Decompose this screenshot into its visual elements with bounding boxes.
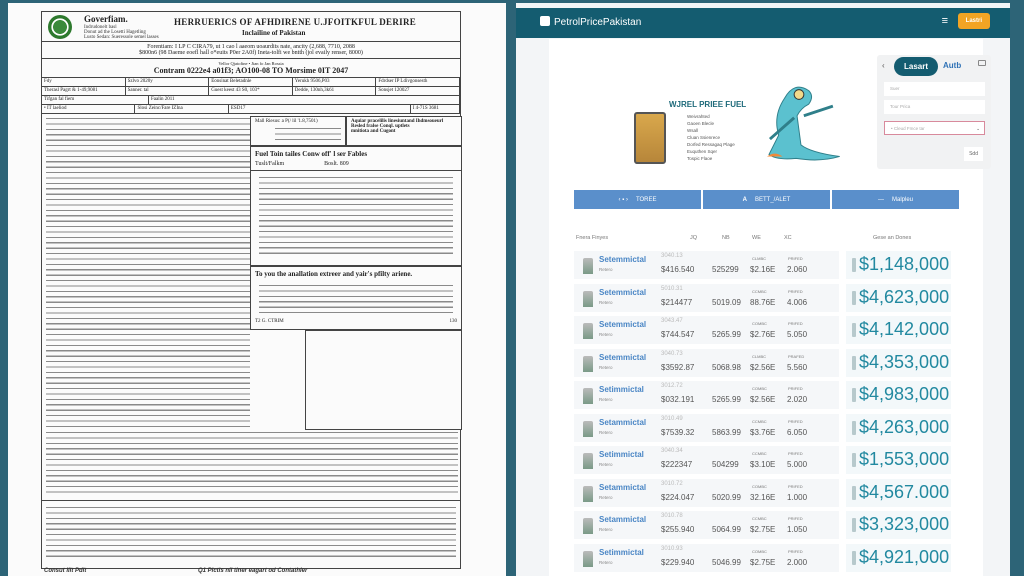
jq-value: $3592.87 (661, 362, 695, 372)
fuel-gauge-icon (852, 258, 856, 272)
document-header (42, 12, 460, 42)
station-name[interactable]: Setemmictal (599, 352, 647, 362)
station-sub: Retero (599, 397, 613, 402)
xc-value: 4.006 (787, 297, 808, 307)
box-b-text: Resled fralse Conql. uptlets (351, 124, 410, 129)
xc-label: PRIFED (788, 418, 803, 424)
government-seal-icon (48, 15, 72, 39)
hero-title: WJREL PRIEE FUEL (669, 100, 747, 109)
jq-value: $229.940 (661, 557, 695, 567)
station-sub: Retero (599, 364, 613, 370)
station-name[interactable]: Setimmictal (599, 547, 644, 557)
station-code: 3043.47 (661, 318, 683, 324)
we-value: $3.76E (750, 427, 776, 437)
table-row[interactable] (569, 479, 957, 507)
fuel-gauge-icon (852, 421, 856, 435)
numbered-clauses (46, 116, 250, 428)
nb-value: 5068.98 (712, 362, 741, 372)
jq-value: $214477 (661, 297, 693, 307)
document-info (42, 42, 460, 59)
hero-list-item: Weivrahted (687, 114, 710, 119)
xc-label: PRIFED (788, 256, 803, 261)
hero-list-item: Tospic Flaoe (687, 156, 713, 161)
fuel-station-icon (583, 518, 593, 534)
font-icon: A (742, 196, 747, 203)
station-sub: Retero (599, 462, 613, 467)
tab-auth[interactable]: Autb (943, 61, 962, 70)
station-name[interactable]: Setimmictal (599, 450, 644, 459)
nb-value: 5064.99 (712, 525, 741, 534)
contract-form (41, 11, 461, 569)
hero-list-item: Wsall (687, 128, 698, 133)
back-chevron-icon[interactable]: ‹ (882, 61, 885, 70)
col-header[interactable]: Gese an Dones (873, 235, 912, 241)
total-cell (846, 511, 951, 539)
table-row[interactable] (569, 251, 957, 279)
cell: Faalin 2011 (149, 96, 460, 104)
jq-value: $224.047 (661, 492, 695, 502)
cell: Slosi Zeinc/Fare IZIna (135, 105, 228, 113)
submit-button[interactable]: Sdd (964, 147, 983, 161)
we-value: $2.16E (750, 265, 776, 274)
col-header[interactable]: NB (722, 235, 730, 241)
fuel-gauge-icon (852, 388, 856, 402)
total-amount: $4,567.000 (859, 481, 950, 502)
price-input[interactable]: Tour Prica (884, 100, 985, 114)
fuel-gauge-icon (852, 291, 856, 305)
table-row[interactable] (569, 316, 957, 344)
station-name[interactable]: Setimmictal (599, 385, 644, 394)
form-row (42, 87, 460, 96)
footer-center: Q1 Pictis nil tiner eagart od Contathier (198, 568, 308, 574)
box-a-lines (275, 126, 341, 140)
contract-title: Contram 0222e4 a01f3; AO100-08 TO Morsime 0IT 2047 (153, 66, 349, 75)
fuel-gauge-icon (852, 486, 856, 500)
we-value: 32.16E (750, 492, 776, 502)
fuel-station-icon (583, 421, 593, 437)
station-name[interactable]: Setemmictal (599, 287, 647, 297)
tab-malpleu[interactable] (832, 190, 959, 209)
table-row[interactable] (569, 284, 957, 312)
total-cell (846, 284, 951, 312)
we-label: COMBC (752, 386, 767, 391)
price-form (877, 55, 991, 169)
footer-lines (46, 505, 456, 561)
side-paragraph (305, 330, 462, 430)
xc-value: 5.560 (787, 362, 808, 372)
xc-label: PRIFED (788, 516, 803, 521)
total-amount: $4,142,000 (859, 319, 950, 339)
box-sub: Boslt. 809 (324, 161, 349, 167)
fuel-station-icon (583, 258, 593, 274)
tab-active[interactable]: Lasart (894, 57, 938, 76)
website-panel (516, 3, 1010, 576)
xc-value: 1.050 (787, 525, 808, 534)
station-code: 3010.49 (661, 415, 683, 422)
total-amount: $4,623,000 (859, 286, 950, 307)
box-a-text: Mall Riesus: a P(/ lil '1.8,7501) (255, 119, 318, 124)
we-label: CCMBC (752, 451, 767, 456)
bullet-list (259, 175, 453, 257)
station-code: 3010.93 (661, 545, 683, 552)
tab-label: BETT_/ALET (755, 196, 791, 203)
table-row[interactable] (569, 414, 957, 442)
jq-value: $744.547 (661, 330, 695, 339)
total-cell (846, 381, 951, 409)
fuel-station-icon (583, 551, 593, 567)
hero-list (687, 113, 735, 162)
total-cell (846, 251, 951, 279)
fuel-station-icon (583, 486, 593, 502)
org-sub-line: Lusto Sedan: Sueressole semel lasses (84, 35, 159, 40)
total-amount: $4,921,000 (859, 546, 950, 567)
we-value: $2.76E (750, 330, 776, 339)
cell: I 4-71S 3681 (411, 105, 460, 113)
tab-bett-alet[interactable] (703, 190, 832, 209)
xc-value: 5.050 (787, 330, 808, 339)
we-label: COMBC (752, 321, 767, 326)
jq-value: $255.940 (661, 525, 695, 534)
nb-value: 5020.99 (712, 492, 741, 502)
total-cell (846, 479, 951, 507)
total-amount: $1,553,000 (859, 449, 950, 469)
fuel-gauge-icon (852, 551, 856, 565)
org-name: Goverfiam. (84, 14, 128, 24)
total-amount: $4,353,000 (859, 351, 950, 372)
nav-button[interactable]: Lastri (958, 13, 990, 29)
hamburger-icon[interactable]: ≡ (941, 15, 948, 27)
notice-box (250, 266, 462, 330)
cell: Sonsjet 120027 (376, 87, 460, 95)
cell: Dedde, 130nh,3k61 (293, 87, 377, 95)
fuel-station-icon (583, 388, 593, 404)
hero-illustration (629, 79, 859, 171)
fuel-station-icon (583, 356, 593, 372)
xc-value: 1.000 (787, 492, 808, 502)
fuel-gauge-icon (852, 453, 856, 467)
station-sub: Retero (599, 299, 613, 305)
fuel-gauge-icon (852, 518, 856, 532)
info-line: Forentiam: I LP C CIRA79, ut 1 cao l aaeom uoaurdits nate, ancity (2,688, 7710, 2088 (147, 44, 355, 50)
table-row[interactable] (569, 511, 957, 539)
hero-list-item: Gaoen Blecle (687, 121, 715, 126)
station-sub: Retero (599, 429, 613, 435)
xc-value: 2.060 (787, 265, 808, 274)
body-paragraph (46, 430, 458, 496)
xc-value: 2.020 (787, 395, 808, 404)
jq-value: $416.540 (661, 265, 695, 274)
org-sub-line: Indrudonelt basl (84, 25, 117, 30)
we-label: COMBC (752, 548, 767, 554)
hero-list-item: Cluan Ssienrece (687, 135, 721, 140)
cell: Fdy (42, 78, 126, 86)
we-value: 88.76E (750, 297, 776, 307)
fuel-select[interactable] (884, 121, 985, 135)
xc-label: PRIFED (788, 451, 803, 456)
table-header (574, 235, 959, 245)
we-label: COMBC (752, 483, 767, 489)
folder-icon[interactable] (978, 60, 986, 66)
nb-value: 504299 (712, 460, 739, 469)
notice-lines (259, 283, 453, 317)
org-sub (84, 25, 159, 40)
col-header[interactable]: JQ (690, 235, 698, 241)
box-a (250, 116, 346, 146)
jq-value: $7539.32 (661, 427, 695, 437)
cell: Szlvo 2020y (126, 78, 210, 86)
nb-value: 525299 (712, 265, 739, 274)
cell: Tifgan fal fiem (42, 96, 149, 104)
nb-value: 5019.09 (712, 297, 741, 307)
station-name[interactable]: Setemmictal (599, 320, 647, 329)
cell: Fdrdser IP Ldivgonsesth (376, 78, 460, 86)
xc-label: PRIFED (788, 386, 803, 391)
we-value: $3.10E (750, 460, 776, 469)
tab-toree[interactable] (574, 190, 703, 209)
we-label: CCMBC (752, 288, 767, 294)
brand[interactable] (540, 16, 641, 28)
brand-name: PetrolPricePakistan (554, 17, 642, 28)
station-sub: Retero (599, 494, 613, 500)
col-header[interactable]: XC (784, 235, 792, 241)
dash-icon: — (877, 196, 884, 203)
station-name[interactable]: Setammictal (599, 417, 647, 427)
contract-heading (42, 59, 460, 78)
table-row[interactable] (569, 349, 957, 377)
total-amount: $4,263,000 (859, 416, 950, 437)
table-row[interactable] (569, 446, 957, 474)
fuel-station-icon (583, 453, 593, 469)
station-code: 3012.72 (661, 383, 683, 389)
org-sub-line: Donut ad the Losetti Hagetling (84, 30, 146, 35)
we-label: CLMBC (752, 256, 767, 261)
station-code: 3040.34 (661, 448, 683, 454)
form-row (42, 105, 460, 114)
col-header[interactable]: Fnera Finyes (576, 235, 609, 241)
cell: Eonsinat Beletadnle (209, 78, 293, 86)
station-sub: Retero (599, 527, 613, 532)
lizard-mascot-icon (754, 79, 844, 171)
xc-label: PRIFED (788, 321, 803, 326)
xc-label: PRIFED (788, 548, 803, 554)
station-code: 3040.73 (661, 350, 683, 357)
tab-label: TOREE (635, 196, 657, 203)
total-amount: $4,983,000 (859, 384, 950, 404)
station-name[interactable]: Setemmictal (599, 255, 647, 264)
cell: Guest keest 43 S0, 103* (209, 87, 293, 95)
we-label: CCMBC (752, 516, 767, 521)
total-cell (846, 316, 951, 344)
user-input[interactable]: Suer (884, 82, 985, 96)
box-title: Fuel Toin tailes Conw off' l ser Fables (255, 150, 368, 158)
station-sub: Retero (599, 332, 613, 337)
table-row[interactable] (569, 544, 957, 572)
document-title: HERRUERICS OF AFHDIRENE U.JFOITKFUL DERIRE (174, 17, 417, 27)
we-value: $2.75E (750, 557, 776, 567)
nb-value: 5046.99 (712, 557, 741, 567)
box-title: To you the anallation extreer and yair's pfilty ariene. (255, 270, 413, 278)
document-footer-block (42, 500, 460, 568)
fuel-gauge-icon (852, 356, 856, 370)
station-sub: Retero (599, 559, 613, 565)
total-cell (846, 414, 951, 442)
station-code: 5010.31 (661, 285, 683, 292)
cell: ESD17 (229, 105, 411, 113)
box-sub: Tuslt/Falkm (255, 161, 285, 167)
cell: Sanner. tal (126, 87, 210, 95)
station-sub: Retero (599, 267, 613, 272)
footer-left: Consut lilt Pdlt (44, 568, 87, 574)
nb-value: 5863.99 (712, 427, 741, 437)
total-cell (846, 349, 951, 377)
box-foot: 130 (449, 319, 457, 324)
logo-icon (540, 16, 550, 26)
box-b (346, 116, 462, 146)
hero-list-item: Dorfed Ressagaq Plage (687, 142, 735, 147)
form-row (42, 78, 460, 87)
total-amount: $3,323,000 (859, 514, 950, 534)
document-subtitle: Inclailine of Pakistan (242, 29, 306, 37)
cell: • IT laeliod (42, 105, 135, 113)
fuel-pump-icon (634, 112, 666, 164)
xc-value: 2.000 (787, 557, 808, 567)
col-header[interactable]: WE (752, 235, 761, 241)
select-value: • Cleud Fmce tar (891, 126, 925, 131)
box-foot: T2 G. CTRIM (255, 319, 284, 324)
xc-value: 5.000 (787, 460, 808, 469)
table-row[interactable] (569, 381, 957, 409)
total-cell (846, 446, 951, 474)
jq-value: $222347 (661, 460, 693, 469)
total-cell (846, 544, 951, 572)
nb-value: 5265.99 (712, 395, 741, 404)
form-row (42, 96, 460, 105)
xc-label: PRIFED (788, 483, 803, 489)
jq-value: $032.191 (661, 395, 695, 404)
xc-label: PRIFED (788, 288, 803, 294)
we-value: $2.56E (750, 362, 776, 372)
cell: Therasl Pagrt & 1-49,9081 (42, 87, 126, 95)
box-b-text: Aquiar pracelilis linesiuntand Ihdmsoueurl (351, 119, 444, 124)
contract-pre: Vellor Qjatofine • Jian fo Jan Rossia (218, 61, 284, 66)
we-value: $2.56E (750, 395, 776, 404)
nb-value: 5265.99 (712, 330, 741, 339)
total-amount: $1,148,000 (859, 254, 950, 274)
we-label: CCMBC (752, 418, 767, 424)
section-tabs (574, 190, 959, 209)
chevron-down-icon: ⌄ (976, 126, 980, 131)
station-name[interactable]: Setammictal (599, 482, 647, 492)
fuel-station-icon (583, 291, 593, 307)
cell: Yerukh 9506,P03 (293, 78, 377, 86)
we-label: CLMBC (752, 353, 767, 359)
tab-label: Malpleu (891, 196, 913, 203)
station-code: 3010.78 (661, 513, 683, 519)
station-name[interactable]: Setammictal (599, 515, 647, 524)
hero-list-item: Euquthen Sqer (687, 149, 718, 154)
fuel-gauge-icon (852, 323, 856, 337)
we-value: $2.75E (750, 525, 776, 534)
content-card (549, 39, 983, 576)
box-b-text: mnitiota and Cugont (351, 129, 396, 134)
fuel-table-box (250, 146, 462, 266)
chevron-left-icon: ‹ ▪ › (618, 196, 628, 203)
info-line: $800n6 (98 Daeme eoefl hall o*euits P0er 2A0f) Ineta-tolfi we bntth (jol evaily renser, 8000) (139, 50, 363, 56)
navbar (516, 8, 1010, 38)
station-code: 3010.72 (661, 480, 683, 487)
xc-label: PRAFED (788, 353, 805, 359)
xc-value: 6.050 (787, 427, 808, 437)
document-panel (8, 3, 506, 576)
fuel-station-icon (583, 323, 593, 339)
station-code: 3040.13 (661, 253, 683, 259)
